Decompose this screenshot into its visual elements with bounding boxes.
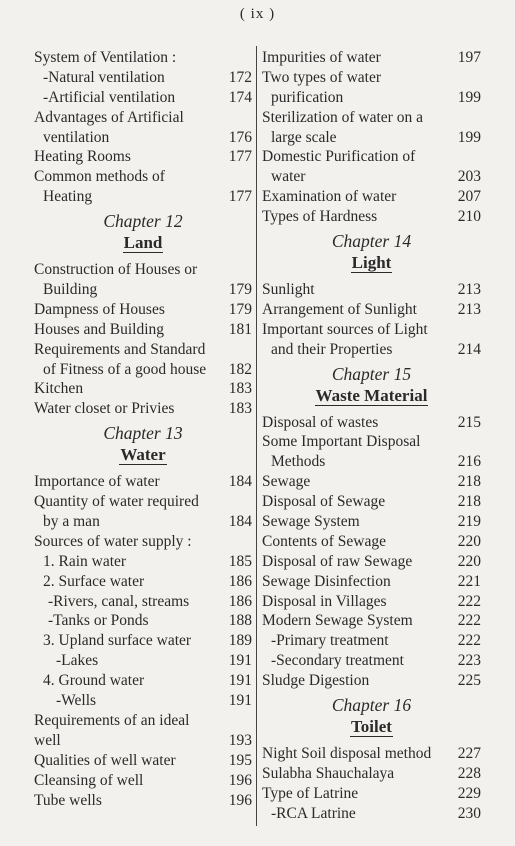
toc-entry-title: Water closet or Privies xyxy=(34,400,175,418)
toc-entry-page: 199 xyxy=(457,88,481,106)
toc-entry xyxy=(34,492,252,512)
toc-entry-page: 179 xyxy=(228,281,252,299)
toc-entry xyxy=(262,413,481,433)
toc-block xyxy=(262,280,481,360)
toc-entry-title: Qualities of well water xyxy=(34,751,176,769)
toc-entry-title: Sunlight xyxy=(262,281,315,299)
toc-entry xyxy=(262,804,481,824)
toc-entry-title: Contents of Sewage xyxy=(262,532,386,550)
toc-entry xyxy=(262,300,481,320)
toc-entry xyxy=(262,611,481,631)
toc-entry xyxy=(34,711,252,731)
toc-entry-page: 218 xyxy=(457,493,481,511)
toc-entry xyxy=(34,572,252,592)
toc-entry-page: 197 xyxy=(457,49,481,66)
toc-entry xyxy=(34,791,252,811)
toc-entry xyxy=(34,671,252,691)
toc-entry-title: Tube wells xyxy=(34,791,102,809)
toc-entry-title: Sewage Disinfection xyxy=(262,572,391,590)
toc-entry-title: Kitchen xyxy=(34,380,84,398)
toc-entry-title: purification xyxy=(271,88,344,106)
toc-entry-page: 188 xyxy=(228,612,252,630)
toc-entry xyxy=(34,260,252,280)
chapter-heading: Chapter 15 xyxy=(331,363,412,384)
toc-entry-page: 172 xyxy=(228,68,252,86)
toc-entry-page: 220 xyxy=(457,552,481,570)
toc-entry-title: Some Important Disposal xyxy=(262,433,421,451)
toc-entry-title: by a man xyxy=(43,513,100,531)
toc-entry-page: 214 xyxy=(457,340,481,358)
toc-entry-title: -Lakes xyxy=(56,652,99,670)
toc-entry xyxy=(34,731,252,751)
toc-entry-title: Important sources of Light xyxy=(262,320,428,338)
toc-entry-page: 220 xyxy=(457,532,481,550)
toc-entry xyxy=(34,691,252,711)
toc-entry-page: 176 xyxy=(228,128,252,146)
toc-entry-title: System of Ventilation : xyxy=(34,49,177,66)
toc-entry-page: 191 xyxy=(228,672,252,690)
toc-entry-page: 210 xyxy=(457,208,481,226)
toc-entry-title: of Fitness of a good house xyxy=(43,360,207,378)
toc-entry-title: Requirements of an ideal xyxy=(34,711,190,729)
toc-entry-title: Modern Sewage System xyxy=(262,612,413,630)
toc-entry-page: 196 xyxy=(228,771,252,789)
toc-entry xyxy=(34,611,252,631)
toc-entry xyxy=(262,532,481,552)
toc-entry-title: Sewage xyxy=(262,473,311,491)
toc-entry-title: -Natural ventilation xyxy=(43,68,165,86)
toc-entry xyxy=(34,48,252,68)
toc-entry xyxy=(262,68,481,88)
toc-entry xyxy=(262,147,481,167)
toc-entry-page: 174 xyxy=(228,88,252,106)
toc-entry xyxy=(262,572,481,592)
toc-entry-page: 223 xyxy=(457,652,481,670)
toc-entry-title: Cleansing of well xyxy=(34,771,144,789)
toc-entry-title: 4. Ground water xyxy=(43,672,145,690)
toc-entry-page: 186 xyxy=(228,592,252,610)
toc-entry xyxy=(262,592,481,612)
toc-entry xyxy=(34,167,252,187)
toc-entry-page: 191 xyxy=(228,652,252,670)
toc-entry xyxy=(34,592,252,612)
toc-entry-page: 182 xyxy=(228,360,252,378)
toc-entry-page: 227 xyxy=(457,745,481,763)
toc-entry-title: Building xyxy=(43,281,98,299)
toc-entry-title: and their Properties xyxy=(271,340,393,358)
toc-entry-page: 215 xyxy=(457,413,481,431)
toc-entry-page: 183 xyxy=(228,400,252,418)
toc-entry xyxy=(262,492,481,512)
toc-entry xyxy=(34,280,252,300)
toc-entry-page: 228 xyxy=(457,764,481,782)
toc-entry-title: -Artificial ventilation xyxy=(43,88,176,106)
toc-entry-page: 203 xyxy=(457,168,481,186)
toc-entry xyxy=(262,280,481,300)
toc-entry-title: Disposal of raw Sewage xyxy=(262,552,413,570)
toc-entry-title: Disposal in Villages xyxy=(262,592,387,610)
toc-entry xyxy=(34,147,252,167)
toc-entry-title: Types of Hardness xyxy=(262,208,378,226)
toc-entry xyxy=(262,187,481,207)
toc-entry-title: Heating Rooms xyxy=(34,148,131,166)
toc-entry xyxy=(34,631,252,651)
toc-entry-page: 222 xyxy=(457,612,481,630)
toc-entry xyxy=(34,651,252,671)
toc-entry xyxy=(34,532,252,552)
toc-entry-title: Houses and Building xyxy=(34,320,165,338)
toc-block xyxy=(262,744,481,824)
toc-entry-title: -Rivers, canal, streams xyxy=(48,592,190,610)
toc-entry xyxy=(262,552,481,572)
toc-entry xyxy=(262,631,481,651)
toc-block xyxy=(262,48,481,227)
toc-entry-page: 184 xyxy=(228,473,252,491)
toc-entry xyxy=(262,88,481,108)
toc-entry-title: -Primary treatment xyxy=(271,632,389,650)
toc-entry xyxy=(262,207,481,227)
toc-entry-title: water xyxy=(271,168,306,186)
toc-entry xyxy=(34,128,252,148)
toc-entry-title: well xyxy=(34,731,61,749)
toc-entry xyxy=(262,512,481,532)
toc-entry-page: 213 xyxy=(457,300,481,318)
toc-entry xyxy=(262,452,481,472)
page-number: ( ix ) xyxy=(239,6,276,22)
toc-entry-title: -Secondary treatment xyxy=(271,652,404,670)
toc-entry xyxy=(34,340,252,360)
toc-entry-page: 189 xyxy=(228,632,252,650)
toc-entry xyxy=(34,88,252,108)
chapter-heading: Chapter 16 xyxy=(331,695,412,716)
toc-entry xyxy=(34,771,252,791)
toc-entry-title: Dampness of Houses xyxy=(34,300,165,318)
toc-entry-page: 230 xyxy=(457,804,481,822)
toc-entry-title: Sewage System xyxy=(262,513,360,531)
toc-entry xyxy=(34,187,252,207)
chapter-title: Waste Material xyxy=(315,385,428,405)
chapter-title: Light xyxy=(351,253,392,273)
toc-entry-title: 1. Rain water xyxy=(43,552,127,570)
toc-entry-title: Construction of Houses or xyxy=(34,261,198,279)
toc-entry xyxy=(34,320,252,340)
toc-entry-page: 219 xyxy=(457,513,481,531)
toc-entry xyxy=(34,472,252,492)
toc-block xyxy=(34,48,252,207)
toc-entry-page: 177 xyxy=(228,188,252,206)
column-divider xyxy=(256,46,257,826)
toc-entry-page: 184 xyxy=(228,513,252,531)
toc-entry-page: 193 xyxy=(228,731,252,749)
toc-entry-page: 216 xyxy=(457,453,481,471)
toc-entry xyxy=(262,764,481,784)
toc-entry-title: Advantages of Artificial xyxy=(34,108,184,126)
toc-entry-title: -RCA Latrine xyxy=(271,804,356,822)
toc-entry-title: Night Soil disposal method xyxy=(262,745,432,763)
toc-entry xyxy=(34,360,252,380)
toc-block xyxy=(262,413,481,691)
toc-entry-page: 213 xyxy=(457,281,481,299)
toc-entry xyxy=(262,108,481,128)
toc-entry xyxy=(262,472,481,492)
toc-left-column xyxy=(34,48,252,810)
toc-entry xyxy=(262,340,481,360)
toc-entry-page: 181 xyxy=(228,320,252,338)
chapter-title: Land xyxy=(123,233,163,253)
toc-entry xyxy=(34,552,252,572)
toc-entry-title: Requirements and Standard xyxy=(34,340,206,358)
toc-entry-page: 179 xyxy=(228,300,252,318)
toc-entry-title: Disposal of wastes xyxy=(262,413,379,431)
toc-entry-title: Examination of water xyxy=(262,188,397,206)
toc-right-column xyxy=(262,48,481,824)
toc-block xyxy=(34,472,252,810)
toc-entry-page: 191 xyxy=(228,692,252,710)
toc-entry xyxy=(262,48,481,68)
toc-entry xyxy=(34,108,252,128)
toc-entry-page: 222 xyxy=(457,632,481,650)
chapter-title: Toilet xyxy=(351,717,392,737)
toc-entry xyxy=(262,320,481,340)
toc-entry-title: Impurities of water xyxy=(262,49,381,66)
toc-entry-title: Domestic Purification of xyxy=(262,148,416,166)
chapter-heading: Chapter 13 xyxy=(103,423,183,444)
chapter-heading: Chapter 12 xyxy=(103,211,183,232)
toc-entry xyxy=(34,68,252,88)
toc-entry-title: Sterilization of water on a xyxy=(262,108,423,126)
toc-entry-page: 218 xyxy=(457,473,481,491)
chapter-title: Water xyxy=(120,445,166,465)
toc-entry-title: 3. Upland surface water xyxy=(43,632,192,650)
toc-entry xyxy=(262,651,481,671)
toc-entry-title: Disposal of Sewage xyxy=(262,493,386,511)
toc-entry-title: Sludge Digestion xyxy=(262,672,370,690)
toc-entry-title: ventilation xyxy=(43,128,110,146)
toc-entry-page: 195 xyxy=(228,751,252,769)
toc-entry-title: Quantity of water required xyxy=(34,493,199,511)
toc-entry-title: Arrangement of Sunlight xyxy=(262,300,417,318)
toc-entry-title: -Wells xyxy=(56,692,97,710)
toc-entry-page: 183 xyxy=(228,380,252,398)
toc-entry-page: 199 xyxy=(457,128,481,146)
toc-entry-page: 207 xyxy=(457,188,481,206)
toc-entry-title: Heating xyxy=(43,188,93,206)
toc-entry xyxy=(34,379,252,399)
toc-entry-title: Common methods of xyxy=(34,168,165,186)
toc-entry-page: 196 xyxy=(228,791,252,809)
toc-entry-title: 2. Surface water xyxy=(43,572,145,590)
toc-entry xyxy=(262,671,481,691)
toc-entry-title: Methods xyxy=(271,453,326,471)
toc-entry-title: -Tanks or Ponds xyxy=(48,612,149,630)
toc-entry-page: 229 xyxy=(457,784,481,802)
toc-entry-page: 222 xyxy=(457,592,481,610)
toc-entry-page: 177 xyxy=(228,148,252,166)
toc-entry-title: Two types of water xyxy=(262,68,382,86)
toc-entry xyxy=(262,744,481,764)
toc-entry xyxy=(34,512,252,532)
toc-entry-title: Type of Latrine xyxy=(262,784,359,802)
toc-entry xyxy=(262,128,481,148)
toc-entry-title: Importance of water xyxy=(34,473,160,491)
toc-entry xyxy=(34,300,252,320)
toc-entry-title: Sources of water supply : xyxy=(34,532,192,550)
toc-entry-title: Sulabha Shauchalaya xyxy=(262,764,395,782)
chapter-heading: Chapter 14 xyxy=(331,231,412,252)
toc-entry-title: large scale xyxy=(271,128,337,146)
toc-entry-page: 225 xyxy=(457,672,481,690)
toc-entry-page: 185 xyxy=(228,552,252,570)
toc-entry xyxy=(34,751,252,771)
toc-entry xyxy=(262,784,481,804)
toc-entry xyxy=(262,432,481,452)
toc-entry-page: 186 xyxy=(228,572,252,590)
toc-block xyxy=(34,260,252,419)
toc-entry xyxy=(262,167,481,187)
toc-entry xyxy=(34,399,252,419)
toc-entry-page: 221 xyxy=(457,572,481,590)
